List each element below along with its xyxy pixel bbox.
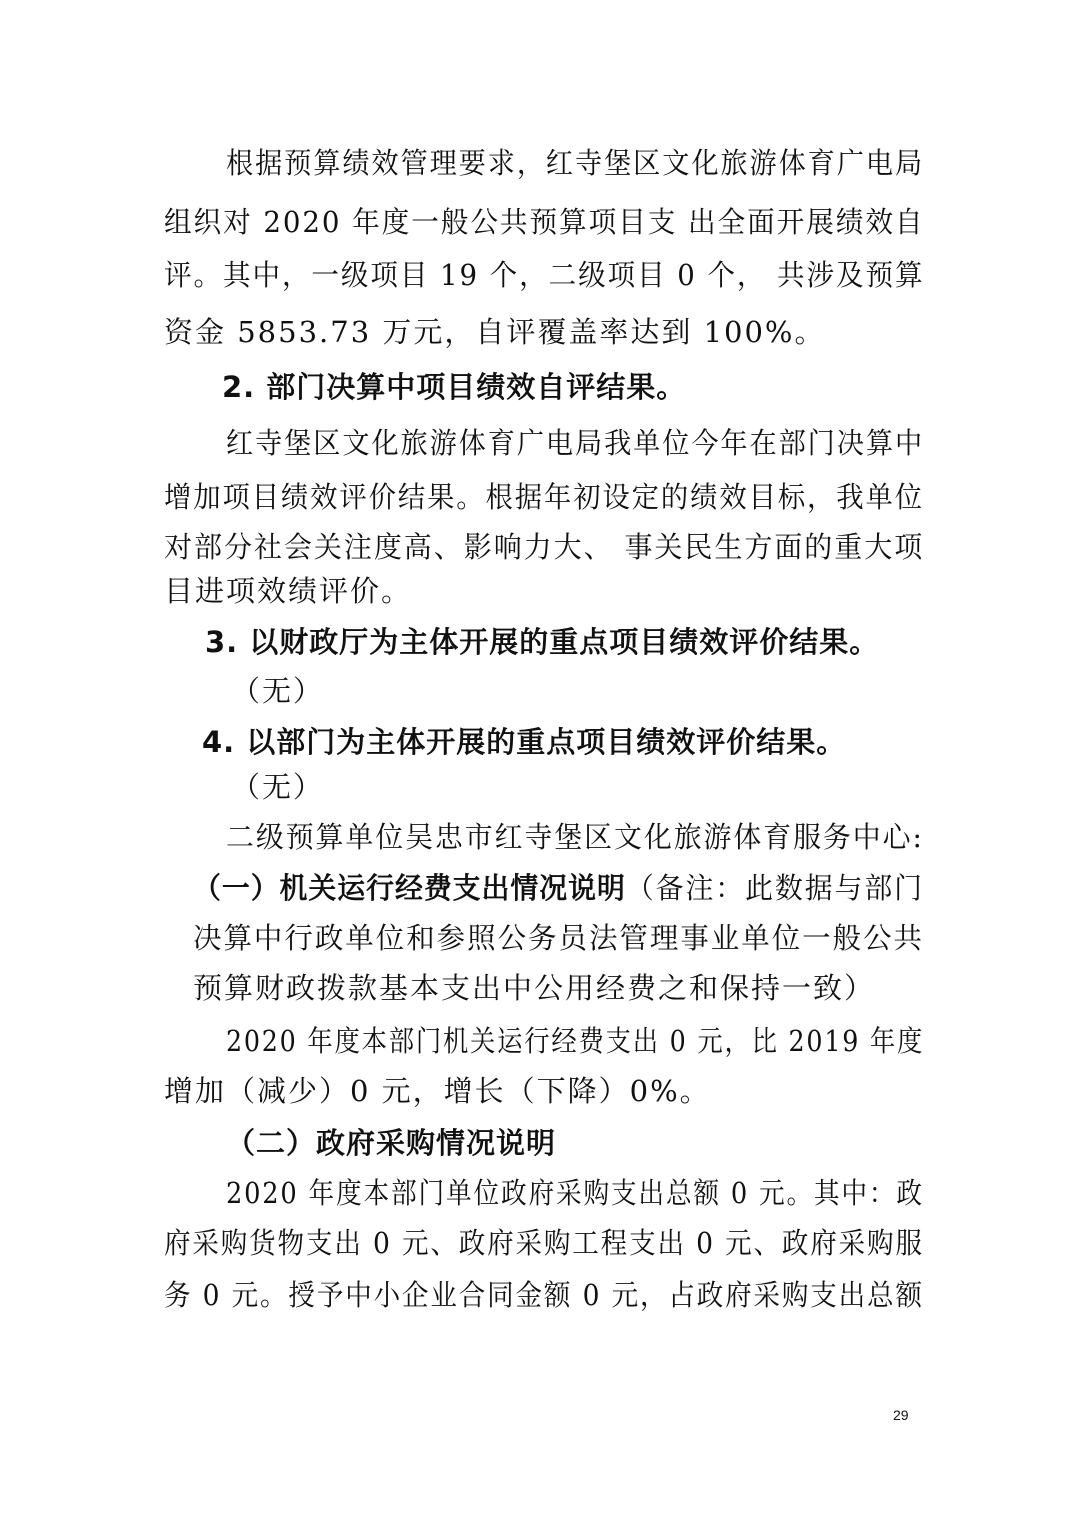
paragraph-line: 2020 年度本部门机关运行经费支出 0 元，比 2019 年度: [226, 1024, 925, 1058]
paragraph-line: 二级预算单位吴忠市红寺堡区文化旅游体育服务中心:: [226, 820, 924, 854]
paragraph-line: 府采购货物支出 0 元、政府采购工程支出 0 元、政府采购服: [164, 1226, 924, 1260]
section-heading: 4. 以部门为主体开展的重点项目绩效评价结果。: [202, 725, 847, 759]
subsection-line: [193, 868, 924, 908]
section-heading: （二）政府采购情况说明: [226, 1126, 557, 1160]
section-heading: 3. 以财政厅为主体开展的重点项目绩效评价结果。: [205, 625, 880, 659]
paragraph-line: 目进项效绩评价。: [164, 574, 413, 608]
subsection-heading: （一）机关运行经费支出情况说明: [193, 871, 626, 905]
paragraph-line: 资金 5853.73 万元，自评覆盖率达到 100%。: [164, 315, 826, 349]
paragraph-line: 对部分社会关注度高、影响力大、 事关民生方面的重大项: [164, 530, 925, 564]
page-number: 29: [893, 1407, 909, 1423]
paragraph-line: （无）: [231, 770, 325, 804]
paragraph-line: 增加（减少）0 元，增长（下降）0%。: [164, 1074, 711, 1108]
paragraph-line: 增加项目绩效评价结果。根据年初设定的绩效目标，我单位: [164, 480, 924, 514]
paragraph-line: 评。其中，一级项目 19 个，二级项目 0 个， 共涉及预算: [164, 258, 925, 292]
paragraph-line: （无）: [231, 674, 325, 708]
paragraph-line: 红寺堡区文化旅游体育广电局我单位今年在部门决算中: [226, 426, 925, 460]
paragraph-line: 根据预算绩效管理要求，红寺堡区文化旅游体育广电局: [226, 146, 925, 180]
paragraph-line: 务 0 元。授予中小企业合同金额 0 元，占政府采购支出总额: [164, 1278, 924, 1312]
note-text: （备注：此数据与部门: [625, 871, 924, 905]
paragraph-line: 决算中行政单位和参照公务员法管理事业单位一般公共: [193, 921, 924, 955]
paragraph-line: 预算财政拨款基本支出中公用经费之和保持一致）: [193, 971, 876, 1005]
paragraph-line: 2020 年度本部门单位政府采购支出总额 0 元。其中：政: [226, 1176, 924, 1210]
section-heading: 2. 部门决算中项目绩效自评结果。: [222, 370, 687, 404]
paragraph-line: 组织对 2020 年度一般公共预算项目支 出全面开展绩效自: [164, 205, 925, 239]
